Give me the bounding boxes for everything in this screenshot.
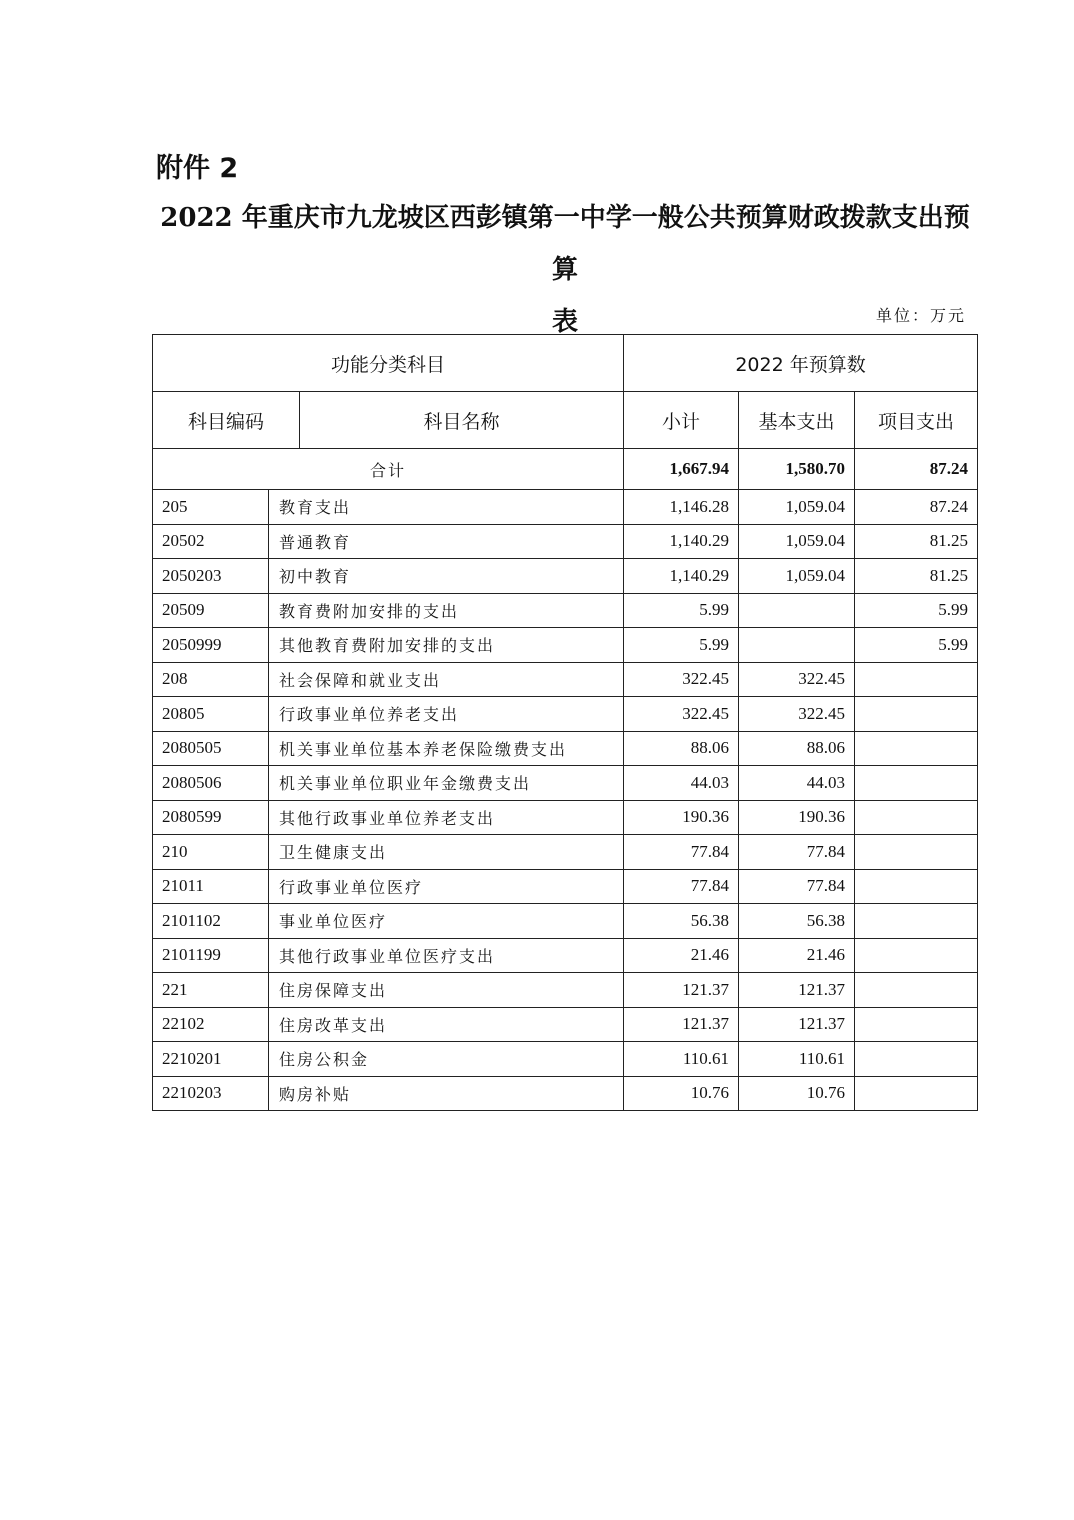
header-code-name-cell xyxy=(153,392,624,449)
row-project xyxy=(855,731,978,766)
row-basic: 1,059.04 xyxy=(739,490,855,525)
row-code: 2080506 xyxy=(153,766,269,801)
table-row xyxy=(153,1042,978,1077)
row-code: 2101199 xyxy=(153,938,269,973)
row-subtotal: 110.61 xyxy=(624,1042,739,1077)
row-subtotal: 88.06 xyxy=(624,731,739,766)
row-name: 普通教育 xyxy=(269,524,624,559)
table-row xyxy=(153,628,978,663)
row-basic: 77.84 xyxy=(739,869,855,904)
header-subtotal: 小计 xyxy=(624,392,739,449)
row-project xyxy=(855,1007,978,1042)
table-row xyxy=(153,973,978,1008)
row-project: 81.25 xyxy=(855,524,978,559)
row-subtotal: 322.45 xyxy=(624,662,739,697)
document-title xyxy=(150,192,980,348)
row-code: 22102 xyxy=(153,1007,269,1042)
budget-table xyxy=(152,334,978,1111)
row-project: 5.99 xyxy=(855,593,978,628)
header-basic-expenditure: 基本支出 xyxy=(739,392,855,449)
table-row xyxy=(153,697,978,732)
row-code: 2050999 xyxy=(153,628,269,663)
row-project xyxy=(855,869,978,904)
row-basic: 322.45 xyxy=(739,662,855,697)
table-row xyxy=(153,593,978,628)
row-project xyxy=(855,835,978,870)
total-row xyxy=(153,449,978,490)
row-basic: 322.45 xyxy=(739,697,855,732)
table-row xyxy=(153,490,978,525)
title-line-2: 表 xyxy=(551,307,578,337)
row-code: 2101102 xyxy=(153,904,269,939)
row-name: 行政事业单位医疗 xyxy=(269,869,624,904)
unit-label: 单位：万元 xyxy=(875,306,966,325)
row-name: 事业单位医疗 xyxy=(269,904,624,939)
row-project xyxy=(855,662,978,697)
row-code: 21011 xyxy=(153,869,269,904)
row-name: 住房保障支出 xyxy=(269,973,624,1008)
row-code: 2210201 xyxy=(153,1042,269,1077)
row-subtotal: 1,140.29 xyxy=(624,524,739,559)
table-row xyxy=(153,524,978,559)
row-basic: 110.61 xyxy=(739,1042,855,1077)
row-code: 208 xyxy=(153,662,269,697)
row-basic: 21.46 xyxy=(739,938,855,973)
row-subtotal: 44.03 xyxy=(624,766,739,801)
header-row-groups xyxy=(153,335,978,392)
table-row xyxy=(153,800,978,835)
table-row xyxy=(153,662,978,697)
header-subject-name: 科目名称 xyxy=(423,410,500,433)
row-subtotal: 322.45 xyxy=(624,697,739,732)
header-row-columns xyxy=(153,392,978,449)
row-basic: 1,059.04 xyxy=(739,524,855,559)
row-subtotal: 77.84 xyxy=(624,835,739,870)
table-row xyxy=(153,1007,978,1042)
header-subject-code: 科目编码 xyxy=(153,392,300,448)
row-subtotal: 77.84 xyxy=(624,869,739,904)
row-name: 卫生健康支出 xyxy=(269,835,624,870)
row-name: 住房公积金 xyxy=(269,1042,624,1077)
header-functional-classification: 功能分类科目 xyxy=(153,335,624,392)
row-project xyxy=(855,697,978,732)
row-project: 87.24 xyxy=(855,490,978,525)
row-basic: 88.06 xyxy=(739,731,855,766)
row-code: 20805 xyxy=(153,697,269,732)
table-row xyxy=(153,1076,978,1111)
row-project xyxy=(855,938,978,973)
row-name: 教育费附加安排的支出 xyxy=(269,593,624,628)
row-code: 20509 xyxy=(153,593,269,628)
row-code: 2210203 xyxy=(153,1076,269,1111)
row-name: 教育支出 xyxy=(269,490,624,525)
attachment-label: 附件 2 xyxy=(156,153,239,184)
table-row xyxy=(153,559,978,594)
total-label: 合计 xyxy=(153,449,624,490)
row-basic: 121.37 xyxy=(739,973,855,1008)
row-name: 购房补贴 xyxy=(269,1076,624,1111)
row-subtotal: 121.37 xyxy=(624,1007,739,1042)
table-row xyxy=(153,938,978,973)
row-project: 5.99 xyxy=(855,628,978,663)
row-name: 初中教育 xyxy=(269,559,624,594)
table-row xyxy=(153,835,978,870)
row-subtotal: 1,140.29 xyxy=(624,559,739,594)
row-subtotal: 5.99 xyxy=(624,628,739,663)
row-name: 机关事业单位职业年金缴费支出 xyxy=(269,766,624,801)
row-project xyxy=(855,1042,978,1077)
row-code: 210 xyxy=(153,835,269,870)
row-name: 住房改革支出 xyxy=(269,1007,624,1042)
row-basic: 1,059.04 xyxy=(739,559,855,594)
title-line-1: 2022 年重庆市九龙坡区西彭镇第一中学一般公共预算财政拨款支出预算 xyxy=(160,203,970,285)
row-basic: 56.38 xyxy=(739,904,855,939)
row-subtotal: 121.37 xyxy=(624,973,739,1008)
row-basic: 190.36 xyxy=(739,800,855,835)
total-subtotal: 1,667.94 xyxy=(624,449,739,490)
row-project: 81.25 xyxy=(855,559,978,594)
row-project xyxy=(855,1076,978,1111)
row-code: 20502 xyxy=(153,524,269,559)
row-code: 221 xyxy=(153,973,269,1008)
row-code: 205 xyxy=(153,490,269,525)
header-project-expenditure: 项目支出 xyxy=(855,392,978,449)
row-name: 其他行政事业单位养老支出 xyxy=(269,800,624,835)
row-basic xyxy=(739,628,855,663)
header-budget-2022: 2022 年预算数 xyxy=(624,335,978,392)
row-basic xyxy=(739,593,855,628)
table-row xyxy=(153,731,978,766)
row-code: 2050203 xyxy=(153,559,269,594)
row-subtotal: 1,146.28 xyxy=(624,490,739,525)
row-name: 行政事业单位养老支出 xyxy=(269,697,624,732)
row-name: 其他教育费附加安排的支出 xyxy=(269,628,624,663)
row-subtotal: 5.99 xyxy=(624,593,739,628)
row-basic: 121.37 xyxy=(739,1007,855,1042)
row-name: 机关事业单位基本养老保险缴费支出 xyxy=(269,731,624,766)
row-subtotal: 21.46 xyxy=(624,938,739,973)
row-project xyxy=(855,766,978,801)
table-row xyxy=(153,904,978,939)
row-subtotal: 190.36 xyxy=(624,800,739,835)
row-project xyxy=(855,973,978,1008)
row-project xyxy=(855,800,978,835)
table-row xyxy=(153,766,978,801)
row-basic: 10.76 xyxy=(739,1076,855,1111)
row-name: 其他行政事业单位医疗支出 xyxy=(269,938,624,973)
row-code: 2080505 xyxy=(153,731,269,766)
row-subtotal: 56.38 xyxy=(624,904,739,939)
table-row xyxy=(153,869,978,904)
row-subtotal: 10.76 xyxy=(624,1076,739,1111)
row-project xyxy=(855,904,978,939)
row-basic: 77.84 xyxy=(739,835,855,870)
row-code: 2080599 xyxy=(153,800,269,835)
total-project: 87.24 xyxy=(855,449,978,490)
row-name: 社会保障和就业支出 xyxy=(269,662,624,697)
total-basic: 1,580.70 xyxy=(739,449,855,490)
row-basic: 44.03 xyxy=(739,766,855,801)
